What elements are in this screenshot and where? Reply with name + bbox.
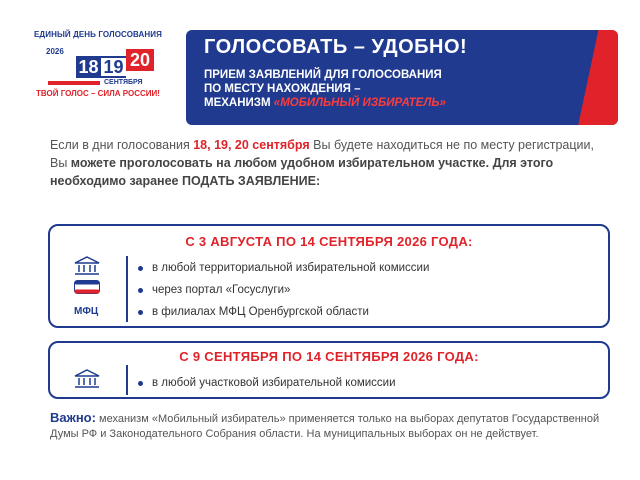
- banner-sub-line3: [204, 96, 584, 110]
- note-lead: Важно:: [50, 410, 96, 425]
- logo-month: СЕНТЯБРЯ: [104, 79, 143, 86]
- logo-dates: [18, 45, 178, 85]
- logo-stripe: [48, 81, 100, 85]
- list-item-text: в филиалах МФЦ Оренбургской области: [152, 306, 369, 318]
- bullet-icon: [138, 266, 143, 271]
- gosuslugi-icon: [74, 280, 100, 294]
- card1-title: С 3 АВГУСТА ПО 14 СЕНТЯБРЯ 2026 ГОДА:: [185, 234, 473, 249]
- list-item: [138, 281, 429, 303]
- header-banner: [186, 30, 618, 125]
- list-item: [138, 259, 429, 281]
- card2-divider: [126, 365, 128, 395]
- list-item: [138, 374, 396, 396]
- logo-day-20: 20: [126, 49, 154, 71]
- card2-items: [138, 374, 396, 396]
- intro-bold: можете проголосовать на любом удобном избирательном участке. Для этого необходимо заранее ПОДАТЬ ЗАЯВЛЕНИЕ:: [50, 156, 554, 188]
- banner-sub-line1: ПРИЕМ ЗАЯВЛЕНИЙ ДЛЯ ГОЛОСОВАНИЯ: [204, 69, 442, 81]
- list-item-text: через портал «Госуслуги»: [152, 284, 291, 296]
- building-icon: [74, 369, 100, 389]
- logo-year: 2026: [46, 47, 64, 56]
- banner-subtitle: [204, 68, 584, 110]
- note-text: механизм «Мобильный избиратель» применяется только на выборах депутатов Государственной Думы РФ и Законодательного Собрания области. На муниципальных выборах он не действует.: [50, 413, 600, 440]
- list-item: [138, 303, 429, 325]
- building-icon: [74, 256, 100, 276]
- logo-top-text: ЕДИНЫЙ ДЕНЬ ГОЛОСОВАНИЯ: [34, 30, 162, 39]
- election-logo: [18, 30, 178, 110]
- logo-slogan: ТВОЙ ГОЛОС – СИЛА РОССИИ!: [36, 89, 160, 98]
- period-card-september: [48, 341, 610, 399]
- banner-sub-line2: ПО МЕСТУ НАХОЖДЕНИЯ –: [204, 83, 361, 95]
- bullet-icon: [138, 381, 143, 386]
- card2-title: С 9 СЕНТЯБРЯ ПО 14 СЕНТЯБРЯ 2026 ГОДА:: [179, 349, 479, 364]
- intro-text-1: Если в дни голосования: [50, 138, 194, 152]
- card1-items: [138, 259, 429, 325]
- intro-text-2: Вы будете находиться не по месту регистрации, Вы: [50, 138, 594, 170]
- bullet-icon: [138, 288, 143, 293]
- intro-dates: 18, 19, 20 сентября: [193, 138, 310, 152]
- bullet-icon: [138, 310, 143, 315]
- logo-day-18: 18: [76, 56, 101, 78]
- period-card-august: [48, 224, 610, 328]
- intro-paragraph: [50, 136, 610, 190]
- list-item-text: в любой участковой избирательной комиссии: [152, 377, 396, 389]
- list-item-text: в любой территориальной избирательной комиссии: [152, 262, 430, 274]
- important-note: [50, 410, 610, 442]
- card1-divider: [126, 256, 128, 322]
- logo-day-19: 19: [101, 56, 126, 78]
- banner-sub-mechanism: МЕХАНИЗМ: [204, 97, 271, 109]
- mfc-label: МФЦ: [74, 306, 99, 317]
- banner-sub-highlight: «МОБИЛЬНЫЙ ИЗБИРАТЕЛЬ»: [273, 97, 446, 109]
- banner-title: ГОЛОСОВАТЬ – УДОБНО!: [204, 36, 468, 58]
